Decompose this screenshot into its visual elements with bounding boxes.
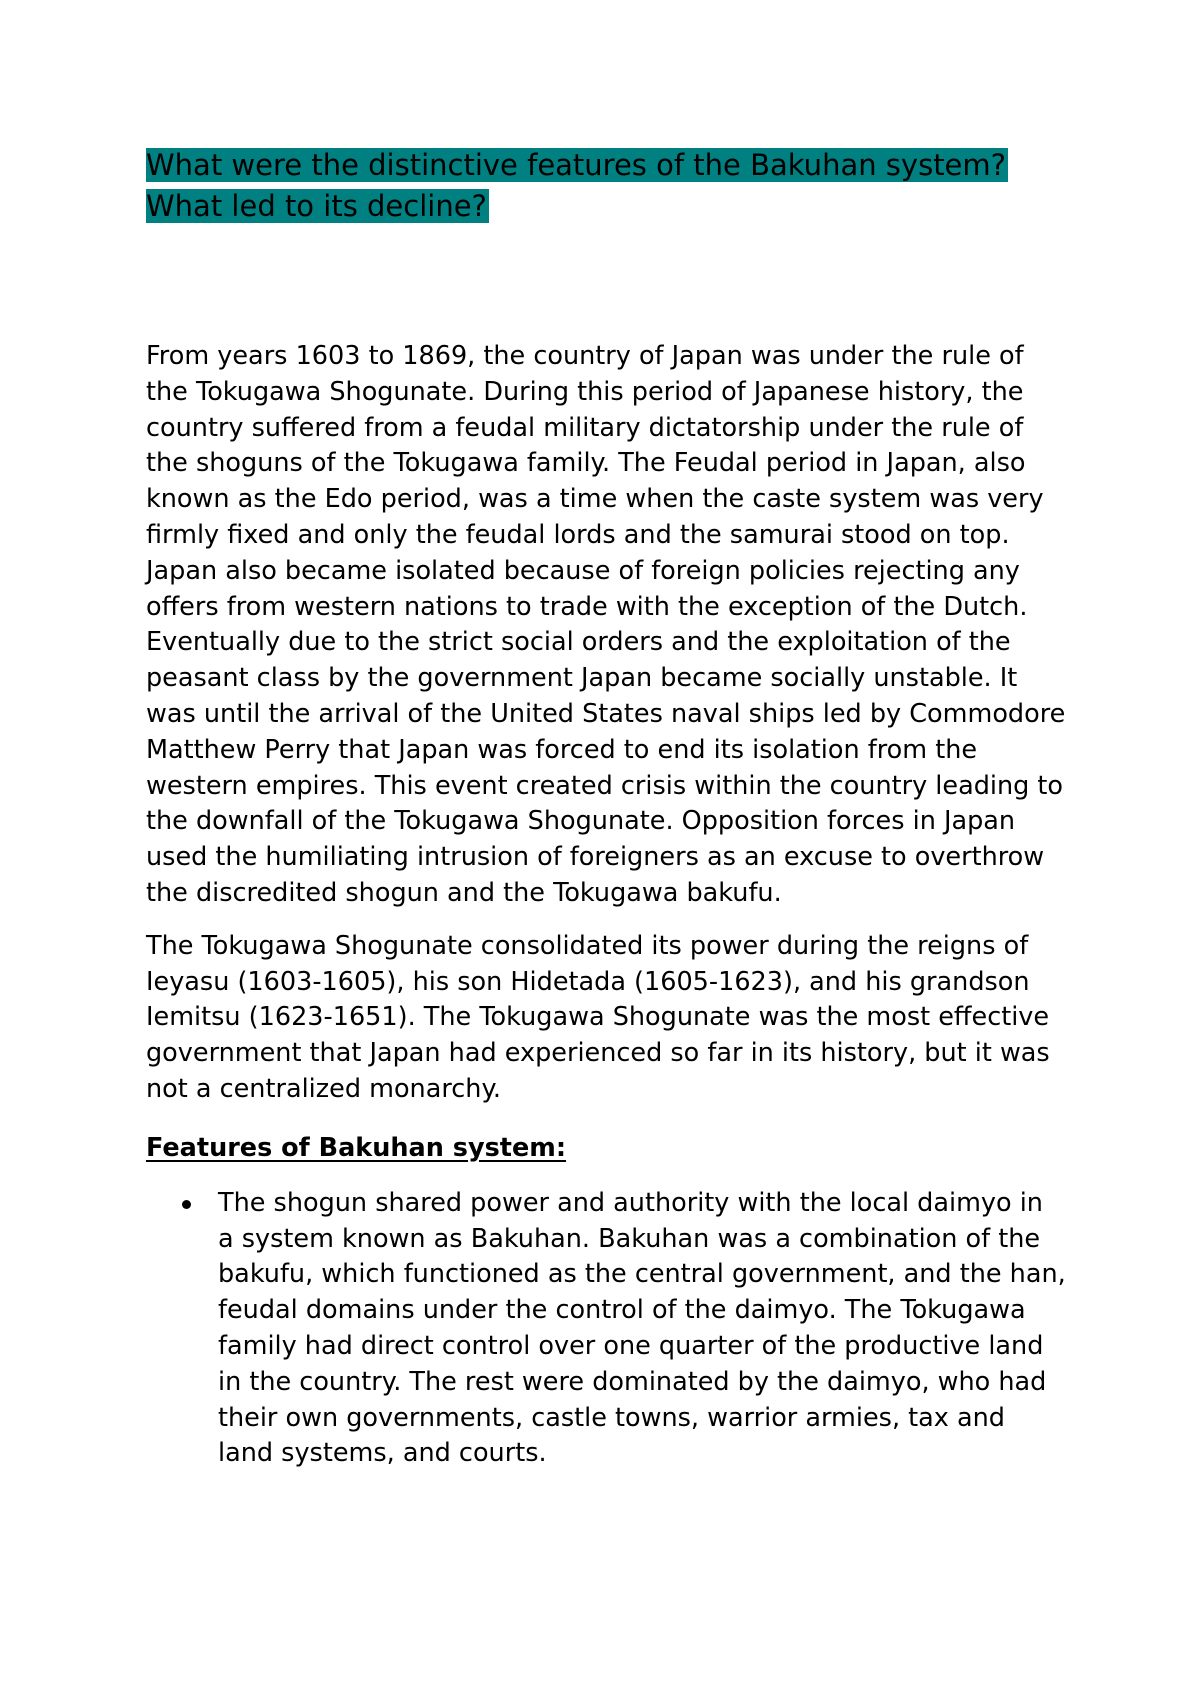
list-item-text: The shogun shared power and authority with the local daimyo in a system known as Bakuhan. Bakuhan was a combination of the bakufu, which functioned as the central government, and the han, feudal domains under the control of the daimyo. The Tokugawa family had direct control over one quarter of the productive land in the country. The rest were dominated by the daimyo, who had their own governments, castle towns, warrior armies, tax and land systems, and courts. bbox=[218, 1187, 1066, 1469]
bullet-dot-icon bbox=[182, 1200, 191, 1209]
list-item bbox=[146, 1186, 1066, 1472]
document-title bbox=[146, 145, 1066, 227]
consolidation-paragraph: The Tokugawa Shogunate consolidated its power during the reigns of Ieyasu (1603-1605), his son Hidetada (1605-1623), and his grandson Iemitsu (1623-1651). The Tokugawa Shogunate was the most effective government that Japan had experienced so far in its history, but it was not a centralized monarchy. bbox=[146, 930, 1050, 1104]
intro-paragraph: From years 1603 to 1869, the country of Japan was under the rule of the Tokugawa Shogunate. During this period of Japanese history, the country suffered from a feudal military dictatorship under the rule of the shoguns of the Tokugawa family. The Feudal period in Japan, also known as the Edo period, was a time when the caste system was very firmly fixed and only the feudal lords and the samurai stood on top. Japan also became isolated because of foreign policies rejecting any offers from western nations to trade with the exception of the Dutch. Eventually due to the strict social orders and the exploitation of the peasant class by the government Japan became socially unstable. It was until the arrival of the United States naval ships led by Commodore Matthew Perry that Japan was forced to end its isolation from the western empires. This event created crisis within the country leading to the downfall of the Tokugawa Shogunate. Opposition forces in Japan used the humiliating intrusion of foreigners as an excuse to overthrow the discredited shogun and the Tokugawa bakufu. bbox=[146, 341, 1066, 908]
feature-list bbox=[146, 1186, 1066, 1472]
document-page bbox=[146, 145, 1066, 1472]
section-heading: Features of Bakuhan system: bbox=[146, 1132, 567, 1163]
title-highlight: What were the distinctive features of the Bakuhan system? What led to its decline? bbox=[146, 148, 1007, 223]
